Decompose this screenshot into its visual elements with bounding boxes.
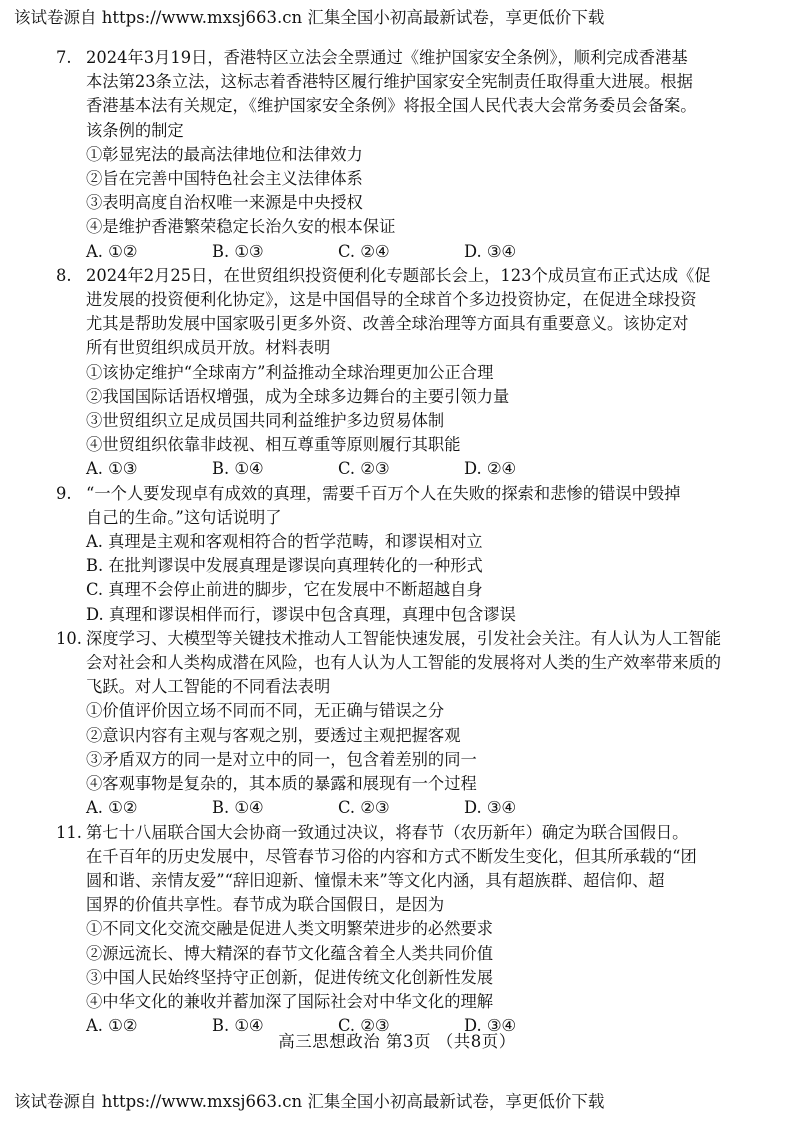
option-a: A. ①②: [86, 1016, 138, 1036]
statement-item: ①价值评价因立场不同而不同，无正确与错误之分: [86, 701, 445, 721]
answer-options: [56, 457, 746, 481]
answer-option-line: A. 真理是主观和客观相符合的哲学范畴，和谬误相对立: [86, 532, 483, 552]
source-footer: 该试卷源自 https://www.mxsj663.cn 汇集全国小初高最新试卷，享更低价下载: [14, 1092, 605, 1111]
option-a: A. ①②: [86, 798, 138, 818]
statement-item: ④世贸组织依靠非歧视、相互尊重等原则履行其职能: [86, 435, 461, 455]
question-stem-line: 2024年3月19日，香港特区立法会全票通过《维护国家安全条例》，顺利完成香港基: [86, 48, 688, 67]
option-c: C. ②③: [338, 459, 390, 479]
question-stem-line: 圆和谐、亲情友爱”“辞旧迎新、憧憬未来”等文化内涵，具有超族群、超信仰、超: [86, 870, 665, 890]
question-7: [56, 46, 746, 264]
statement-item: ②源远流长、博大精深的春节文化蕴含着全人类共同价值: [86, 943, 494, 963]
question-stem-line: 香港基本法有关规定，《维护国家安全条例》将报全国人民代表大会常务委员会备案。: [86, 96, 697, 116]
option-b: B. ①④: [212, 798, 264, 818]
option-d: D. ②④: [464, 459, 517, 479]
statement-item: ④中华文化的兼收并蓄加深了国际社会对中华文化的理解: [86, 991, 494, 1011]
option-c: C. ②③: [338, 798, 390, 818]
question-stem-line: 进发展的投资便利化协定》，这是中国倡导的全球首个多边投资协定，在促进全球投资: [86, 290, 697, 310]
question-number: 10.: [56, 628, 82, 648]
question-stem-line: 自己的生命。”这句话说明了: [86, 507, 282, 527]
question-9: [56, 482, 746, 627]
option-b: B. ①④: [212, 459, 264, 479]
option-b: B. ①③: [212, 241, 264, 261]
question-stem-line: 会对社会和人类构成潜在风险，也有人认为人工智能的发展将对人类的生产效率带来质的: [86, 653, 721, 673]
page-number: 高三思想政治 第3页 （共8页）: [278, 1032, 516, 1051]
option-d: D. ③④: [464, 798, 517, 818]
statement-item: ①彰显宪法的最高法律地位和法律效力: [86, 144, 363, 164]
question-stem-line: 在千百年的历史发展中，尽管春节习俗的内容和方式不断发生变化，但其所承载的“团: [86, 846, 697, 866]
answer-option-line: D. 真理和谬误相伴而行，谬误中包含真理，真理中包含谬误: [86, 604, 516, 624]
question-11: [56, 821, 746, 1039]
question-number: 7.: [56, 48, 72, 67]
question-stem-line: 深度学习、大模型等关键技术推动人工智能快速发展，引发社会关注。有人认为人工智能: [86, 628, 721, 648]
option-b: B. ①④: [212, 1016, 264, 1036]
question-stem-line: 该条例的制定: [86, 120, 184, 140]
statement-item: ③中国人民始终坚持守正创新，促进传统文化创新性发展: [86, 967, 494, 987]
statement-item: ①不同文化交流交融是促进人类文明繁荣进步的必然要求: [86, 919, 494, 939]
question-stem-line: 尤其是帮助发展中国家吸引更多外资、改善全球治理等方面具有重要意义。该协定对: [86, 314, 689, 334]
statement-item: ②旨在完善中国特色社会主义法律体系: [86, 169, 363, 189]
question-stem-line: 所有世贸组织成员开放。材料表明: [86, 338, 331, 358]
answer-options: [56, 240, 746, 264]
statement-item: ②我国国际话语权增强，成为全球多边舞台的主要引领力量: [86, 386, 510, 406]
answer-options: [56, 796, 746, 820]
question-stem-line: “一个人要发现卓有成效的真理，需要千百万个人在失败的探索和悲惨的错误中毁掉: [86, 483, 681, 503]
statement-item: ③矛盾双方的同一是对立中的同一，包含着差别的同一: [86, 749, 477, 769]
question-stem-line: 2024年2月25日，在世贸组织投资便利化专题部长会上，123个成员宣布正式达成《促: [86, 265, 711, 285]
answer-option-line: B. 在批判谬误中发展真理是谬误向真理转化的一种形式: [86, 556, 483, 576]
option-a: A. ①③: [86, 459, 138, 479]
option-c: C. ②③: [338, 1016, 390, 1036]
statement-item: ④是维护香港繁荣稳定长治久安的根本保证: [86, 217, 396, 237]
question-stem-line: 本法第23条立法，这标志着香港特区履行维护国家安全宪制责任取得重大进展。根据: [86, 72, 693, 92]
statement-item: ③表明高度自治权唯一来源是中央授权: [86, 193, 363, 213]
question-8: [56, 264, 746, 482]
page-content: [56, 46, 746, 1038]
statement-item: ③世贸组织立足成员国共同利益维护多边贸易体制: [86, 411, 445, 431]
question-number: 9.: [56, 483, 72, 503]
statement-item: ④客观事物是复杂的，其本质的暴露和展现有一个过程: [86, 774, 477, 794]
statement-item: ①该协定维护“全球南方”利益推动全球治理更加公正合理: [86, 362, 494, 382]
question-stem-line: 第七十八届联合国大会协商一致通过决议，将春节（农历新年）确定为联合国假日。: [86, 822, 689, 842]
question-stem-line: 飞跃。对人工智能的不同看法表明: [86, 677, 331, 697]
source-header: 该试卷源自 https://www.mxsj663.cn 汇集全国小初高最新试卷，享更低价下载: [14, 8, 605, 27]
question-number: 8.: [56, 265, 72, 285]
option-a: A. ①②: [86, 241, 138, 261]
option-d: D. ③④: [464, 241, 517, 261]
option-c: C. ②④: [338, 241, 390, 261]
statement-item: ②意识内容有主观与客观之别，要透过主观把握客观: [86, 725, 461, 745]
question-stem-line: 国界的价值共享性。春节成为联合国假日，是因为: [86, 895, 445, 915]
question-10: [56, 627, 746, 821]
option-d: D. ③④: [464, 1016, 517, 1036]
question-number: 11.: [56, 822, 82, 842]
answer-option-line: C. 真理不会停止前进的脚步，它在发展中不断超越自身: [86, 580, 483, 600]
